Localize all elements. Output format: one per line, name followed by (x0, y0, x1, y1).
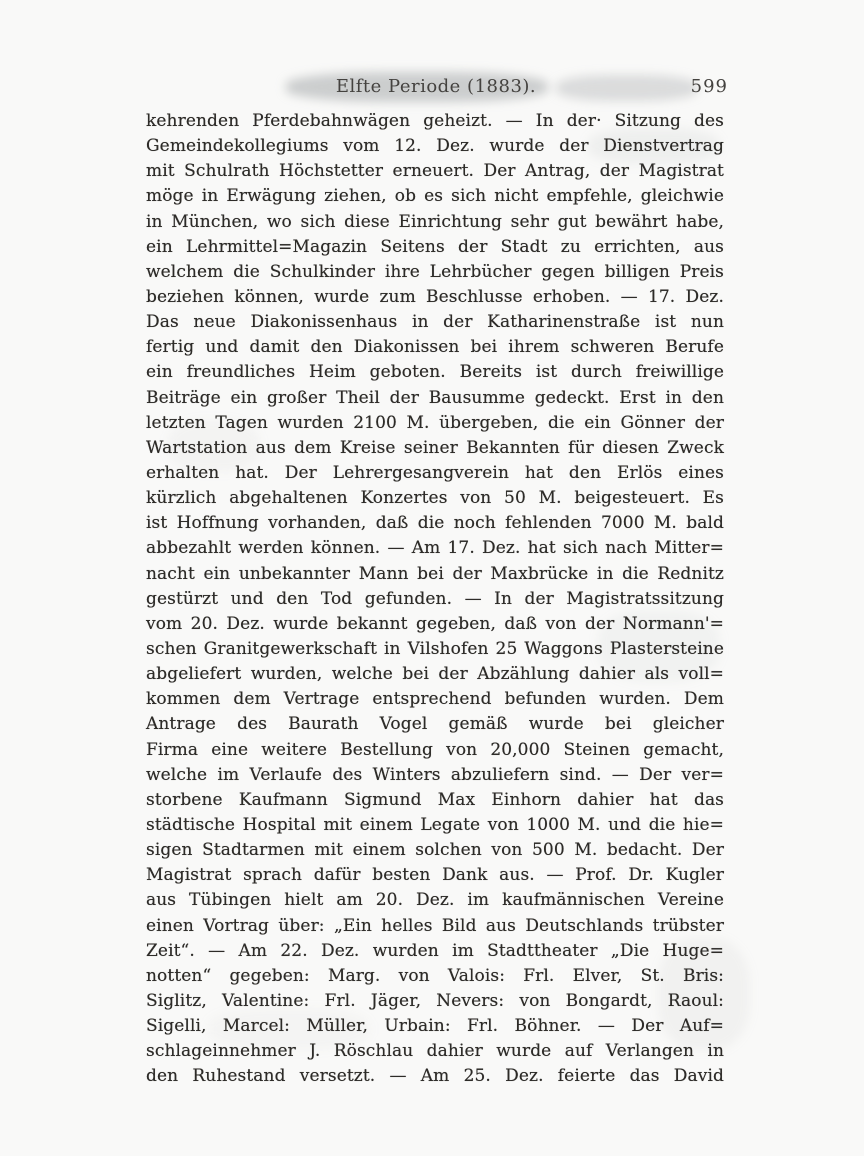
text-line: den Ruhestand versetzt. — Am 25. Dez. feierte das David (146, 1066, 724, 1087)
text-line: städtische Hospital mit einem Legate von 1000 M. und die hie= (146, 814, 724, 835)
text-line: ist Hoffnung vorhanden, daß die noch fehlenden 7000 M. bald (146, 513, 724, 534)
text-line: nacht ein unbekannter Mann bei der Maxbrücke in die Rednitz (146, 563, 724, 584)
text-line: Beiträge ein großer Theil der Bausumme gedeckt. Erst in den (146, 387, 724, 408)
text-line: Antrage des Baurath Vogel gemäß wurde bei gleicher (146, 714, 724, 735)
text-line: kürzlich abgehaltenen Konzertes von 50 M. beigesteuert. Es (146, 488, 724, 509)
text-line: Sigelli, Marcel: Müller, Urbain: Frl. Böhner. — Der Auf= (146, 1016, 724, 1037)
text-line: sigen Stadtarmen mit einem solchen von 500 M. bedacht. Der (146, 840, 724, 861)
text-line: mit Schulrath Höchstetter erneuert. Der Antrag, der Magistrat (146, 161, 724, 182)
running-header-title: Elfte Periode (1883). (335, 76, 537, 97)
text-line: vom 20. Dez. wurde bekannt gegeben, daß von der Normann'= (146, 613, 724, 634)
text-line: welchem die Schulkinder ihre Lehrbücher gegen billigen Preis (146, 261, 724, 282)
text-line: kehrenden Pferdebahnwägen geheizt. — In der· Sitzung des (146, 111, 724, 131)
text-line: möge in Erwägung ziehen, ob es sich nicht empfehle, gleichwie (146, 186, 724, 207)
text-line: schen Granitgewerkschaft in Vilshofen 25 Waggons Plastersteine (146, 638, 724, 659)
text-line: letzten Tagen wurden 2100 M. übergeben, die ein Gönner der (146, 412, 724, 433)
text-line: kommen dem Vertrage entsprechend befunden wurden. Dem (146, 689, 724, 710)
text-line: Siglitz, Valentine: Frl. Jäger, Nevers: von Bongardt, Raoul: (146, 990, 724, 1011)
text-line: fertig und damit den Diakonissen bei ihrem schweren Berufe (146, 337, 724, 358)
text-line: Wartstation aus dem Kreise seiner Bekannten für diesen Zweck (146, 437, 724, 458)
text-line: abgeliefert wurden, welche bei der Abzählung dahier als voll= (146, 664, 724, 685)
text-line: aus Tübingen hielt am 20. Dez. im kaufmännischen Vereine (146, 890, 724, 911)
text-line: beziehen können, wurde zum Beschlusse erhoben. — 17. Dez. (146, 286, 724, 307)
text-line: Magistrat sprach dafür besten Dank aus. — Prof. Dr. Kugler (146, 865, 724, 886)
text-line: ein freundliches Heim geboten. Bereits ist durch freiwillige (146, 362, 724, 383)
text-line: abbezahlt werden können. — Am 17. Dez. hat sich nach Mitter= (146, 538, 724, 559)
text-line: erhalten hat. Der Lehrergesangverein hat den Erlös eines (146, 462, 724, 483)
text-line: Gemeindekollegiums vom 12. Dez. wurde der Dienstvertrag (146, 136, 724, 157)
text-line: Firma eine weitere Bestellung von 20,000 Steinen gemacht, (146, 739, 724, 760)
page-number: 599 (690, 76, 728, 97)
text-line: Das neue Diakonissenhaus in der Katharinenstraße ist nun (146, 312, 724, 333)
body-text-block (146, 109, 724, 1089)
text-line: gestürzt und den Tod gefunden. — In der Magistratssitzung (146, 588, 724, 609)
text-line: einen Vortrag über: „Ein helles Bild aus Deutschlands trübster (146, 915, 724, 936)
text-line: ein Lehrmittel=Magazin Seitens der Stadt zu errichten, aus (146, 236, 724, 257)
text-line: notten“ gegeben: Marg. von Valois: Frl. Elver, St. Bris: (146, 965, 724, 986)
text-line: storbene Kaufmann Sigmund Max Einhorn dahier hat das (146, 789, 724, 810)
text-line: schlageinnehmer J. Röschlau dahier wurde auf Verlangen in (146, 1041, 724, 1062)
text-line: in München, wo sich diese Einrichtung sehr gut bewährt habe, (146, 211, 724, 232)
text-line: Zeit“. — Am 22. Dez. wurden im Stadttheater „Die Huge= (146, 940, 724, 961)
text-line: welche im Verlaufe des Winters abzuliefern sind. — Der ver= (146, 764, 724, 785)
running-header (146, 76, 726, 102)
